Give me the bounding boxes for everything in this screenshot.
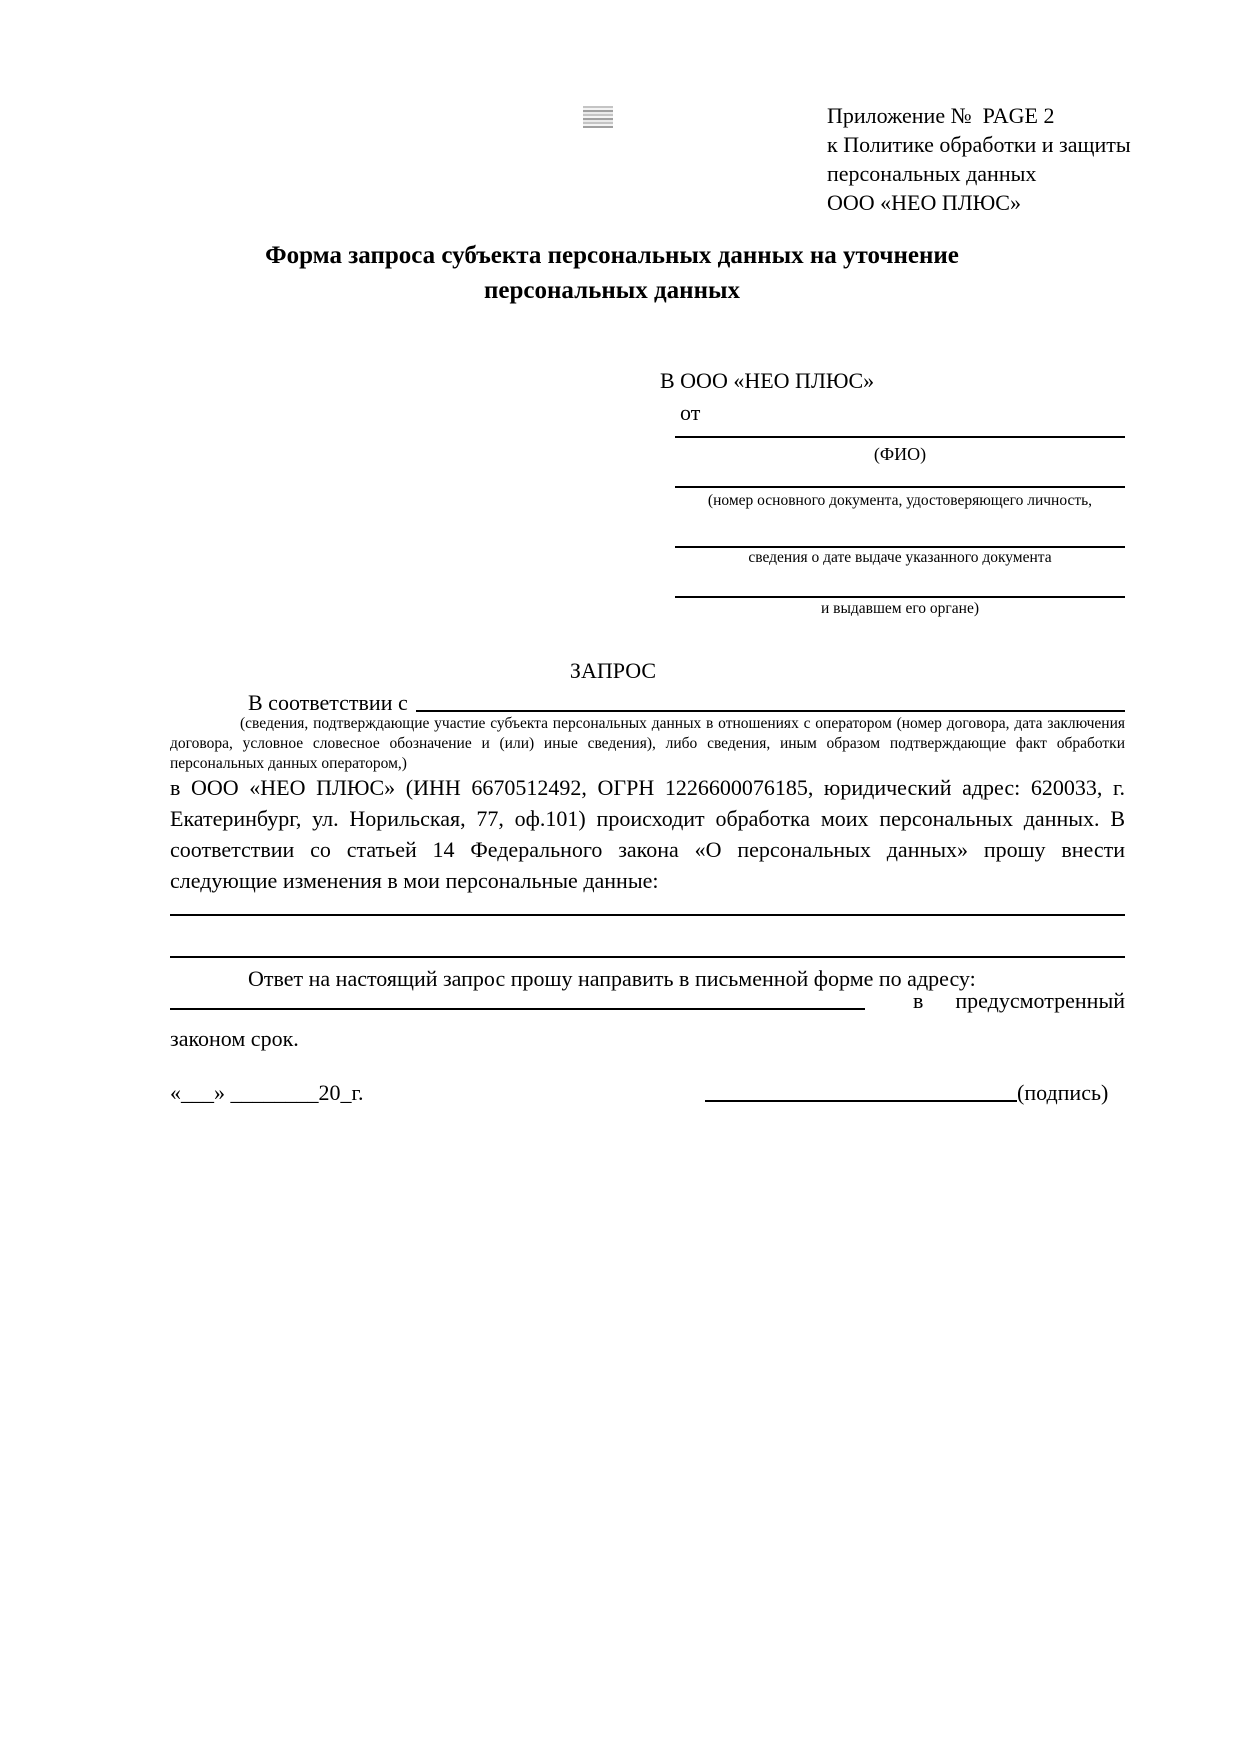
addressee-from-label: от xyxy=(680,400,701,425)
request-intro-prefix: В соответствии с xyxy=(248,690,408,715)
signature-caption: (подпись) xyxy=(1017,1080,1109,1105)
header-line-org: ООО «НЕО ПЛЮС» xyxy=(827,190,1021,215)
fill-in-line-issuing-authority[interactable] xyxy=(675,565,1125,598)
reply-tail: законом срок. xyxy=(170,1026,299,1051)
fill-in-line-basis[interactable] xyxy=(416,709,1125,712)
request-body-paragraph: в ООО «НЕО ПЛЮС» (ИНН 6670512492, ОГРН 1226600076185, юридический адрес: 620033, г. Екатеринбург, ул. Норильская, 77, оф.101) происходит обработка моих персональных данных. В соответствии со статьей 14 Федерального закона «О персональных данных» прошу внести следующие изменения в мои персональные данные: xyxy=(170,775,1125,893)
fill-in-line-changes-1[interactable] xyxy=(170,884,1125,916)
fill-in-line-issue-date[interactable] xyxy=(675,516,1125,548)
date-fill-in[interactable]: «___» ________20_г. xyxy=(170,1080,364,1105)
document-title xyxy=(170,238,1054,308)
fill-in-line-fio[interactable] xyxy=(675,406,1125,438)
fill-in-line-address[interactable] xyxy=(170,1007,865,1010)
request-heading: ЗАПРОС xyxy=(569,658,657,683)
addressee-org: В ООО «НЕО ПЛЮС» xyxy=(660,368,875,393)
fill-in-line-signature[interactable] xyxy=(705,1070,1017,1102)
fill-in-caption-issuing-authority: и выдавшем его органе) xyxy=(820,600,980,617)
reply-address-row xyxy=(170,986,1125,1014)
fill-in-caption-issue-date: сведения о дате выдаче указанного документа xyxy=(748,549,1052,566)
document-title-line-1: Форма запроса субъекта персональных данных на уточнение xyxy=(265,242,959,269)
header-line-appendix: Приложение № PAGE 2 xyxy=(827,103,1055,128)
header-line-personal-data: персональных данных xyxy=(827,161,1037,186)
fill-in-line-document-number[interactable] xyxy=(675,456,1125,488)
fill-in-caption-document-number: (номер основного документа, удостоверяющего личность, xyxy=(707,492,1093,509)
reply-suffix-word-2: предусмотренный xyxy=(955,988,1125,1013)
field-marker-icon xyxy=(583,106,613,128)
basis-footnote: (сведения, подтверждающие участие субъекта персональных данных в отношениях с оператором (номер договора, дата заключения договора, условное словесное обозначение и (или) иные сведения), либо сведения, иным образом подтверждающие факт обработки персональных данных оператором,) xyxy=(170,715,1125,772)
fill-in-line-changes-2[interactable] xyxy=(170,926,1125,958)
fill-in-caption-fio: (ФИО) xyxy=(873,444,927,464)
reply-suffix-word-1: в xyxy=(913,988,924,1013)
header-appendix-block xyxy=(827,101,1131,217)
reply-sentence: Ответ на настоящий запрос прошу направить в письменной форме по адресу: xyxy=(248,966,976,991)
document-title-line-2: персональных данных xyxy=(483,277,741,304)
header-line-policy: к Политике обработки и защиты xyxy=(827,132,1131,157)
request-intro-row xyxy=(170,690,1125,716)
